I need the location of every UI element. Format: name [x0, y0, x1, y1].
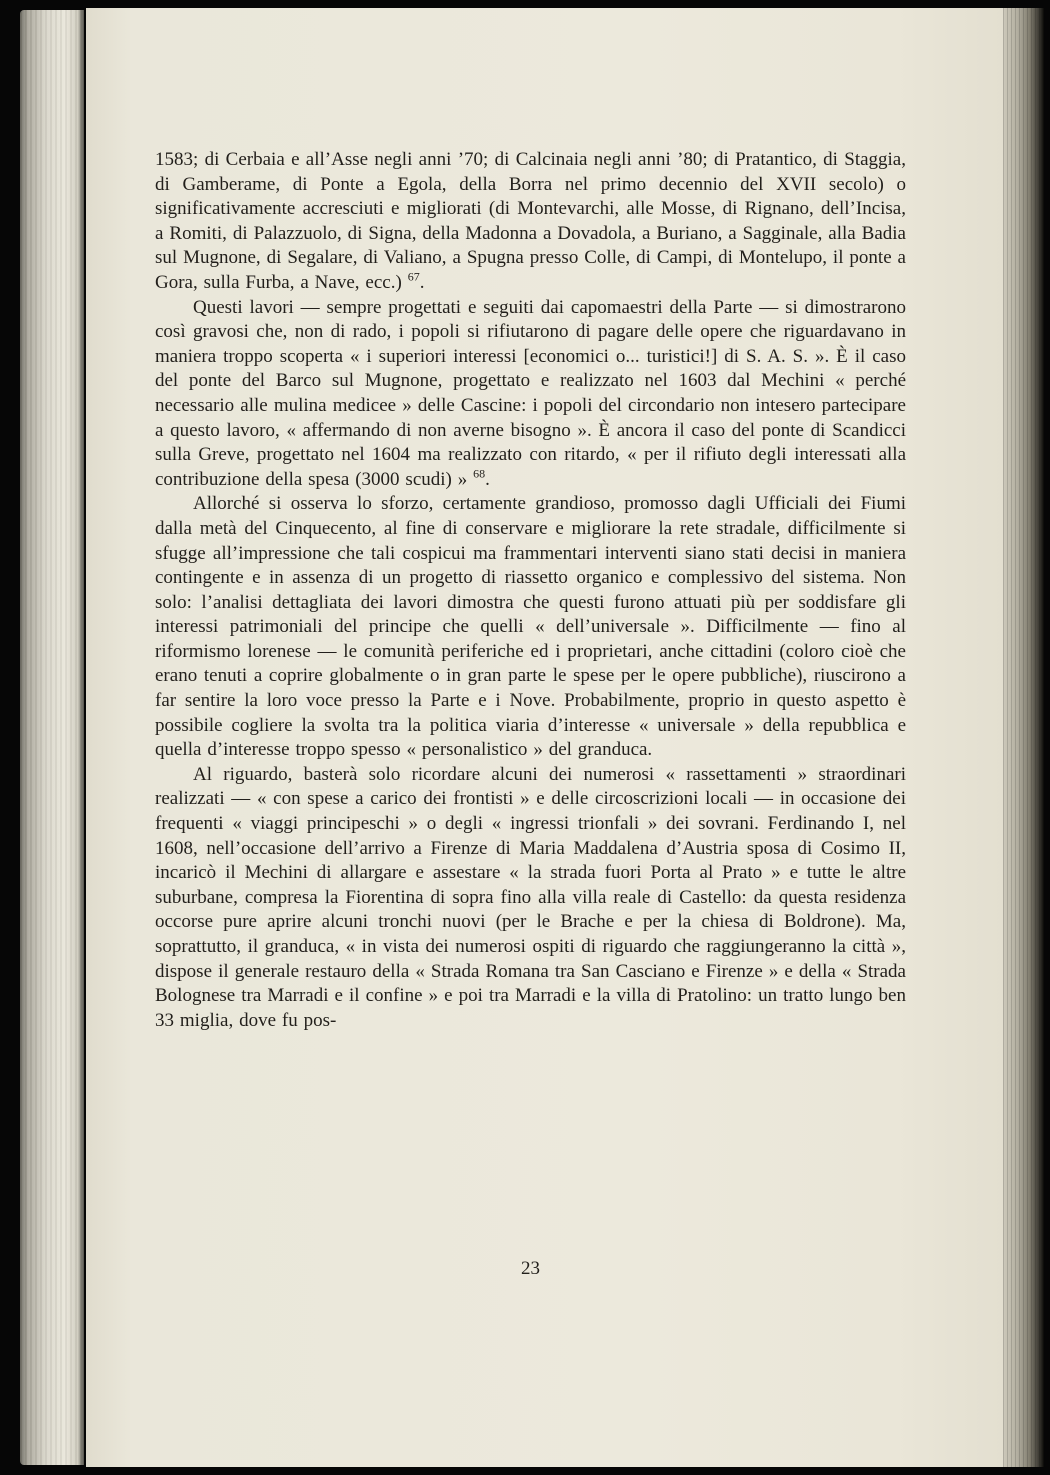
footnote-reference: 68	[473, 466, 486, 481]
book-page-edges-left	[20, 10, 84, 1465]
book-page	[86, 8, 1003, 1467]
paragraph: Questi lavori — sempre progettati e seguiti dai capomaestri della Parte — si dimostrarono così gravosi che, non di rado, i popoli si rifiutarono di pagare delle opere che riguardavano in maniera troppo scoperta « i superiori interessi [economici o... turistici!] di S. A. S. ». È il caso del ponte del Barco sul Mugnone, progettato e realizzato nel 1603 dal Mechini « perché necessario alle mulina medicee » delle Cascine: i popoli del circondario non intesero partecipare a questo lavoro, « affermando di non averne bisogno ». È ancora il caso del ponte di Scandicci sulla Greve, progettato nel 1604 ma realizzato con ritardo, « per il rifiuto degli interessati alla contribuzione della spesa (3000 scudi) » $^{68}$.	[155, 296, 906, 490]
footnote-reference: 67	[407, 269, 420, 284]
paragraph: 1583; di Cerbaia e all’Asse negli anni ’70; di Calcinaia negli anni ’80; di Pratantico, di Staggia, di Gamberame, di Ponte a Egola, della Borra nel primo decennio del XVII secolo) o significativamente accresciuti e migliorati (di Montevarchi, alle Mosse, di Rignano, dell’Incisa, a Romiti, di Palazzuolo, di Signa, della Madonna a Dovadola, a Buriano, a Sagginale, alla Badia sul Mugnone, di Segalare, di Valiano, a Spugna presso Colle, di Campi, di Montelupo, il ponte a Gora, sulla Furba, a Nave, ecc.) $^{67}$.	[155, 149, 906, 293]
page-number: 23	[521, 1258, 540, 1279]
paragraph: Al riguardo, basterà solo ricordare alcuni dei numerosi « rassettamenti » straordinari realizzati — « con spese a carico dei frontisti » e delle circoscrizioni locali — in occasione dei frequenti « viaggi principeschi » o degli « ingressi trionfali » dei sovrani. Ferdinando I, nel 1608, nell’occasione dell’arrivo a Firenze di Maria Maddalena d’Austria sposa di Cosimo II, incaricò il Mechini di allargare e assestare « la strada fuori Porta al Prato » e tutte le altre suburbane, compresa la Fiorentina di sopra fino alla villa reale di Castello: da questa residenza occorse pure aprire alcuni tronchi nuovi (per le Brache e per la chiesa di Boldrone). Ma, soprattutto, il granduca, « in vista dei numerosi ospiti di riguardo che raggiungeranno la città », dispose il generale restauro della « Strada Romana tra San Casciano e Firenze » e della « Strada Bolognese tra Marradi e il confine » e poi tra Marradi e la villa di Pratolino: un tratto lungo ben 33 miglia, dove fu pos-	[155, 763, 906, 1031]
paragraph: Allorché si osserva lo sforzo, certamente grandioso, promosso dagli Ufficiali dei Fiumi dalla metà del Cinquecento, al fine di conservare e migliorare la rete stradale, difficilmente si sfugge all’impressione che tali cospicui ma frammentari interventi siano stati decisi in maniera contingente e in assenza di un progetto di riassetto organico e complessivo del sistema. Non solo: l’analisi dettagliata dei lavori dimostra che questi furono attuati più per soddisfare gli interessi patrimoniali del principe che quelli « dell’universale ». Difficilmente — fino al riformismo lorenese — le comunità periferiche ed i proprietari, anche cittadini (coloro cioè che erano tenuti a coprire globalmente o in gran parte le spese per le opere pubbliche), riuscirono a far sentire la loro voce presso la Parte e i Nove. Probabilmente, proprio in questo aspetto è possibile cogliere la svolta tra la politica viaria d’interesse « universale » della repubblica e quella d’interesse troppo spesso « personalistico » del granduca.	[155, 493, 906, 761]
page-text-block	[155, 148, 906, 1033]
book-page-edges-right	[1003, 8, 1044, 1467]
